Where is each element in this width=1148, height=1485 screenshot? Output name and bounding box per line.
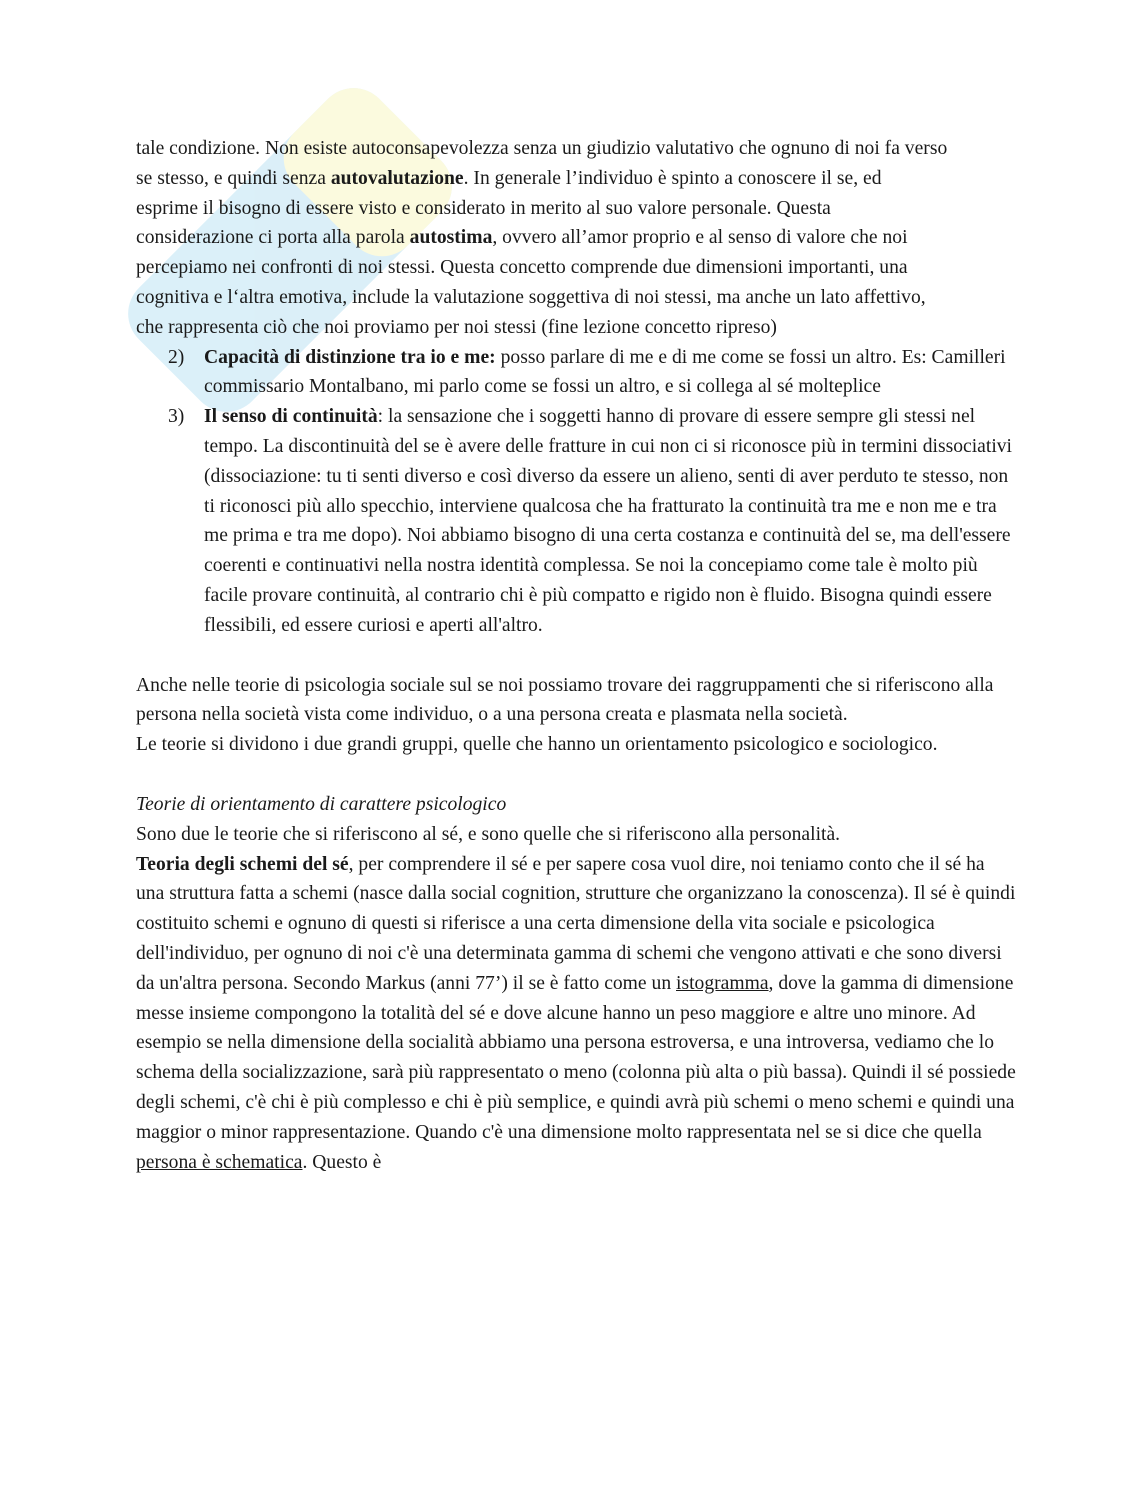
list-item-title: Capacità di distinzione tra io e me:	[204, 346, 496, 368]
paragraph-two-theories: Sono due le teorie che si riferiscono al sé, e sono quelle che si riferiscono alla personalità.	[136, 823, 841, 845]
term-persona-schematica: persona è schematica	[136, 1151, 303, 1173]
paragraph-schema-theory: Teoria degli schemi del sé, per comprendere il sé e per sapere cosa vuol dire, noi teniamo conto che il sé ha una struttura fatta a schemi (nasce dalla social cognition, strutture che organizzano la conoscenza). Il sé è quindi costituito schemi e ognuno di questi si riferisce a una certa dimensione della vita sociale e psicologica dell'individuo, per ognuno di noi c'è una determinata gamma di schemi che vengono attivati e che sono diversi da un'altra persona. Secondo Markus (anni 77’) il se è fatto come un istogramma, dove la gamma di dimensione messe insieme compongono la totalità del sé e dove alcune hanno un peso maggiore e altre uno minore. Ad esempio se nella dimensione della socialità abbiamo una persona estroversa, e una introversa, vediamo che lo schema della socializzazione, sarà più rappresentato o meno (colonna più alta o più bassa). Quindi il sé possiede degli schemi, c'è chi è più complesso e chi è più semplice, e quindi avrà più schemi o meno schemi e quindi una maggior o minor rappresentazione. Quando c'è una dimensione molto rappresentata nel se si dice che quella persona è schematica. Questo è	[136, 853, 1016, 1173]
section-heading: Teorie di orientamento di carattere psicologico	[136, 793, 507, 815]
list-item-number: 3)	[168, 406, 185, 428]
list-item-text: : la sensazione che i soggetti hanno di provare di essere sempre gli stessi nel tempo. La discontinuità del se è avere delle fratture in cui non ci si riconosce più in termini dissociativi (dissociazione: tu ti senti diverso e così diverso da essere un alieno, senti di aver perduto te stesso, non ti riconosci più allo specchio, interviene qualcosa che ha fratturato la continuità tra me e non me e tra me prima e tra me dopo). Noi abbiamo bisogno di una certa costanza e continuità del se, ma dell'essere coerenti e continuativi nella nostra identità complessa. Se noi la concepiamo come tale è molto più facile provare continuità, al contrario chi è più compatto e rigido non è fluido. Bisogna quindi essere flessibili, ed essere curiosi e aperti all'altro.	[204, 406, 1013, 636]
term-autostima: autostima	[409, 227, 493, 249]
paragraph-theory-groups: Le teorie si dividono i due grandi gruppi, quelle che hanno un orientamento psicologico e sociologico.	[136, 734, 938, 756]
list-item	[168, 343, 1016, 403]
term-schema-theory: Teoria degli schemi del sé	[136, 853, 349, 875]
list-item	[168, 402, 1016, 640]
list-item-number: 2)	[168, 346, 185, 368]
term-autovalutazione: autovalutazione	[330, 167, 464, 189]
term-istogramma: istogramma	[676, 972, 769, 994]
list-item-text: posso parlare di me e di me come se fossi un altro. Es: Camilleri commissario Montalbano, mi parlo come se fossi un altro, e si collega al sé molteplice	[204, 346, 1006, 398]
document-body	[136, 134, 1016, 1177]
list-item-title: Il senso di continuità	[204, 406, 378, 428]
continued-paragraph: tale condizione. Non esiste autoconsapevolezza senza un giudizio valutativo che ognuno di noi fa verso se stesso, e quindi senza autovalutazione. In generale l’individuo è spinto a conoscere il se, ed esprime il bisogno di essere visto e considerato in merito al suo valore personale. Questa considerazione ci porta alla parola autostima, ovvero all’amor proprio e al senso di valore che noi percepiamo nei confronti di noi stessi. Questa concetto comprende due dimensioni importanti, una cognitiva e l‘altra emotiva, include la valutazione soggettiva di noi stessi, ma anche un lato affettivo, che rappresenta ciò che noi proviamo per noi stessi (fine lezione concetto ripreso)	[136, 138, 948, 338]
paragraph-social-psychology: Anche nelle teorie di psicologia sociale sul se noi possiamo trovare dei raggruppamenti che si riferiscono alla persona nella società vista come individuo, o a una persona creata e plasmata nella società.	[136, 674, 994, 726]
